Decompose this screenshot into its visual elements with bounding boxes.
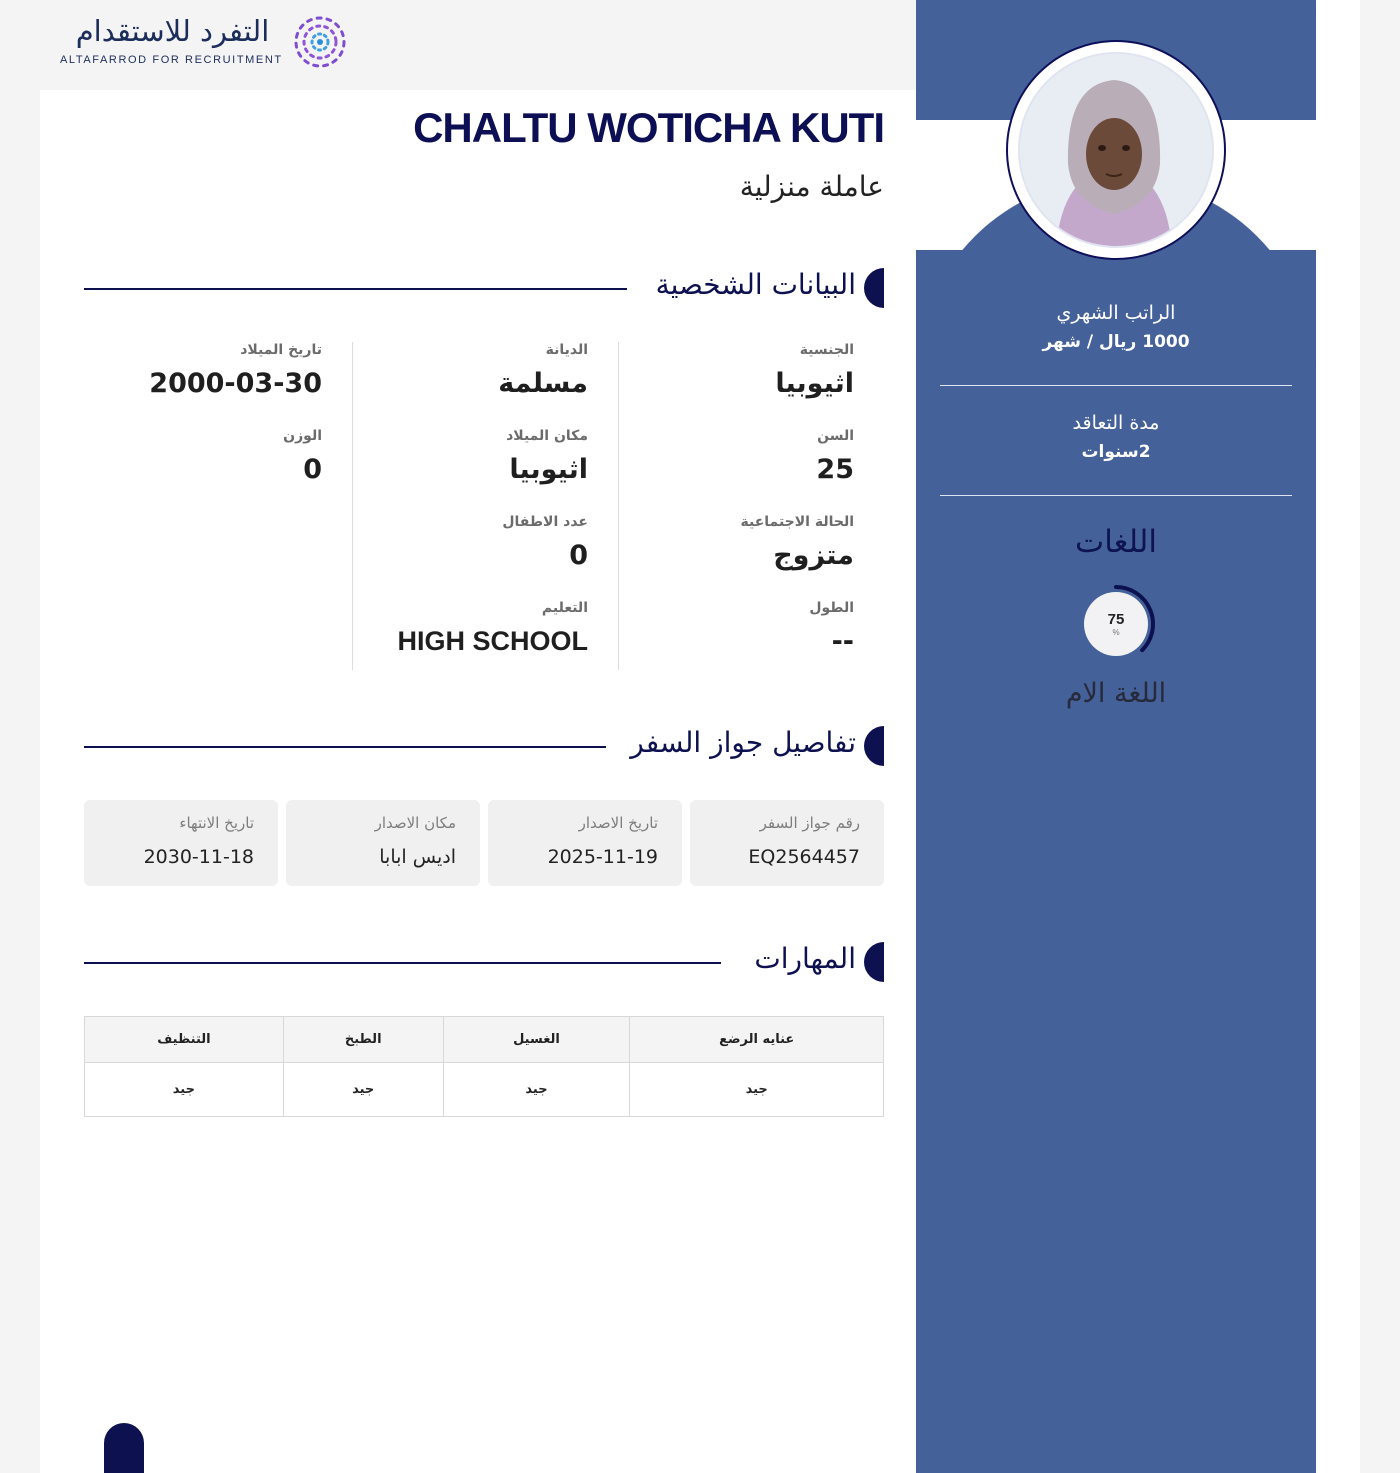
info-column-3 — [84, 342, 352, 670]
info-weight — [114, 428, 322, 485]
skills-table — [84, 1016, 884, 1117]
section-title-personal: البيانات الشخصية — [655, 268, 856, 301]
table-cell: جيد — [283, 1063, 443, 1117]
passport-value: اديس ابابا — [379, 846, 456, 868]
footer-pill-decoration — [104, 1423, 144, 1473]
section-pill — [864, 942, 884, 982]
info-value: متزوج — [773, 540, 854, 571]
languages-title: اللغات — [1075, 524, 1157, 560]
gauge-ring — [1076, 584, 1156, 664]
passport-number-card — [690, 800, 884, 886]
passport-value: 2030-11-18 — [143, 846, 254, 868]
table-header-cell: التنظيف — [85, 1017, 284, 1063]
table-header-cell: الغسيل — [443, 1017, 630, 1063]
info-value: HIGH SCHOOL — [397, 626, 588, 656]
info-height — [649, 600, 854, 657]
section-title-skills: المهارات — [754, 942, 856, 975]
info-label: الطول — [809, 600, 854, 616]
passport-value: EQ2564457 — [748, 846, 860, 868]
sidebar-divider — [940, 495, 1292, 496]
section-personal-header — [84, 268, 884, 310]
info-children — [383, 514, 588, 571]
salary-value: 1000 ريال / شهر — [1042, 332, 1190, 352]
salary-label: الراتب الشهري — [1056, 302, 1176, 324]
person-photo-icon — [1018, 54, 1212, 248]
info-value: 25 — [816, 454, 854, 485]
passport-expiry-card — [84, 800, 278, 886]
table-header-cell: الطبخ — [283, 1017, 443, 1063]
passport-issue-place-card — [286, 800, 480, 886]
header-band — [40, 0, 940, 90]
info-label: السن — [817, 428, 854, 444]
info-value: اثيوبيا — [509, 454, 588, 485]
language-name: اللغة الام — [1065, 678, 1167, 709]
contract-label: مدة التعاقد — [1072, 412, 1160, 434]
section-pill — [864, 726, 884, 766]
info-label: عدد الاطفال — [502, 514, 588, 530]
info-value: اثيوبيا — [775, 368, 854, 399]
logo-arabic-text: التفرد للاستقدام — [75, 14, 270, 48]
sidebar — [916, 0, 1316, 1473]
sidebar-arch — [916, 178, 1316, 1473]
worker-name: CHALTU WOTICHA KUTI — [413, 104, 884, 151]
gauge-percent-sign: % — [1112, 628, 1120, 637]
section-title-passport: تفاصيل جواز السفر — [630, 726, 856, 759]
info-label: الجنسية — [799, 342, 854, 358]
table-cell: جيد — [443, 1063, 630, 1117]
info-label: مكان الميلاد — [506, 428, 588, 444]
info-religion — [383, 342, 588, 399]
contract-value: 2سنوات — [1081, 442, 1151, 462]
info-nationality — [649, 342, 854, 399]
info-birth-date — [114, 342, 322, 399]
info-birth-place — [383, 428, 588, 485]
info-value: 2000-03-30 — [149, 368, 322, 399]
cv-page — [40, 0, 1360, 1473]
passport-label: تاريخ الاصدار — [578, 814, 658, 832]
info-label: الوزن — [283, 428, 322, 444]
section-passport-header — [84, 726, 884, 768]
company-logo — [60, 14, 360, 74]
info-education — [383, 600, 588, 657]
sidebar-divider — [940, 385, 1292, 386]
info-age — [649, 428, 854, 485]
section-pill — [864, 268, 884, 308]
profile-photo-frame — [1006, 40, 1226, 260]
logo-english-text: ALTAFARROD FOR RECRUITMENT — [60, 54, 283, 66]
section-divider — [84, 746, 606, 748]
language-progress-gauge — [1076, 584, 1156, 664]
table-header-row — [85, 1017, 884, 1063]
passport-label: مكان الاصدار — [374, 814, 456, 832]
passport-label: رقم جواز السفر — [759, 814, 860, 832]
info-label: تاريخ الميلاد — [240, 342, 322, 358]
info-label: الحالة الاجتماعية — [740, 514, 854, 530]
section-divider — [84, 288, 627, 290]
info-column-2 — [352, 342, 618, 670]
info-label: التعليم — [541, 600, 588, 616]
passport-label: تاريخ الانتهاء — [179, 814, 254, 832]
salary-block — [940, 302, 1292, 352]
table-row — [85, 1063, 884, 1117]
table-cell: جيد — [630, 1063, 884, 1117]
contract-block — [940, 412, 1292, 462]
job-title: عاملة منزلية — [739, 170, 884, 203]
info-value: 0 — [569, 540, 588, 571]
passport-issue-date-card — [488, 800, 682, 886]
section-skills-header — [84, 942, 884, 984]
passport-value: 2025-11-19 — [547, 846, 658, 868]
info-value: 0 — [303, 454, 322, 485]
table-cell: جيد — [85, 1063, 284, 1117]
table-header-cell: عنايه الرضع — [630, 1017, 884, 1063]
passport-details — [84, 800, 884, 886]
personal-info-grid — [84, 342, 884, 670]
logo-dots-icon — [292, 14, 348, 70]
info-value: مسلمة — [498, 368, 588, 399]
info-value: -- — [831, 626, 854, 657]
info-column-1 — [618, 342, 884, 670]
info-label: الديانة — [545, 342, 588, 358]
section-divider — [84, 962, 721, 964]
gauge-percent-value: 75 — [1107, 611, 1125, 628]
profile-photo — [1018, 52, 1214, 248]
info-marital-status — [649, 514, 854, 571]
